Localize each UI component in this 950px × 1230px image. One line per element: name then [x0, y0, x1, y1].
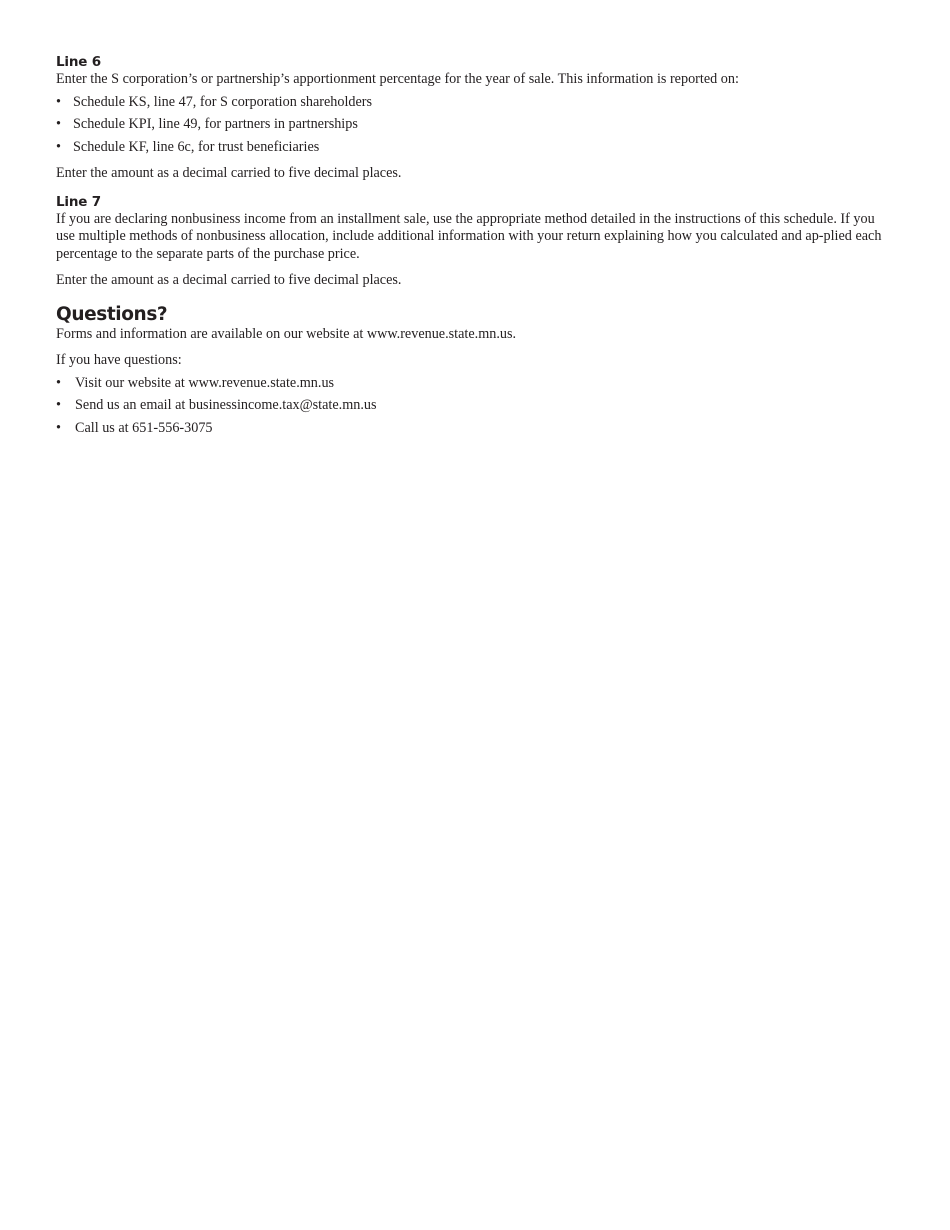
bullet-icon: •	[56, 419, 61, 436]
list-item: • Visit our website at www.revenue.state.mn.us	[56, 374, 335, 391]
bullet-icon: •	[56, 374, 61, 391]
line7-note: Enter the amount as a decimal carried to five decimal places.	[56, 272, 402, 288]
bullet-icon: •	[56, 138, 61, 155]
list-item: • Schedule KF, line 6c, for trust beneficiaries	[56, 138, 320, 155]
list-item: • Schedule KS, line 47, for S corporation shareholders	[56, 93, 373, 110]
bullet-icon: •	[56, 93, 61, 110]
questions-intro: Forms and information are available on our website at www.revenue.state.mn.us.	[56, 325, 517, 342]
line6-schedule-list	[56, 94, 888, 157]
bullet-icon: •	[56, 397, 61, 413]
list-item: • Send us an email at businessincome.tax@state.mn.us	[56, 397, 377, 413]
questions-prompt: If you have questions:	[56, 352, 182, 368]
list-item: • Schedule KPI, line 49, for partners in partnerships	[56, 116, 358, 132]
line6-heading: Line 6	[56, 54, 101, 70]
bullet-icon: •	[56, 116, 61, 132]
questions-heading: Questions?	[56, 303, 168, 325]
questions-contact-list	[56, 375, 888, 438]
instructions-page	[56, 53, 888, 437]
line7-body: If you are declaring nonbusiness income from an installment sale, use the appropriate method detailed in the instructions of this schedule. If you use multiple methods of nonbusiness allocation, include additional information with your return explaining how you calculated and ap-plied each percentage to the separate parts of the purchase price.	[56, 210, 882, 262]
line6-intro: Enter the S corporation’s or partnership’s apportionment percentage for the year of sale. This information is reported on:	[56, 71, 739, 87]
list-item: • Call us at 651-556-3075	[56, 419, 213, 436]
line6-note: Enter the amount as a decimal carried to five decimal places.	[56, 165, 402, 181]
line7-heading: Line 7	[56, 193, 101, 210]
